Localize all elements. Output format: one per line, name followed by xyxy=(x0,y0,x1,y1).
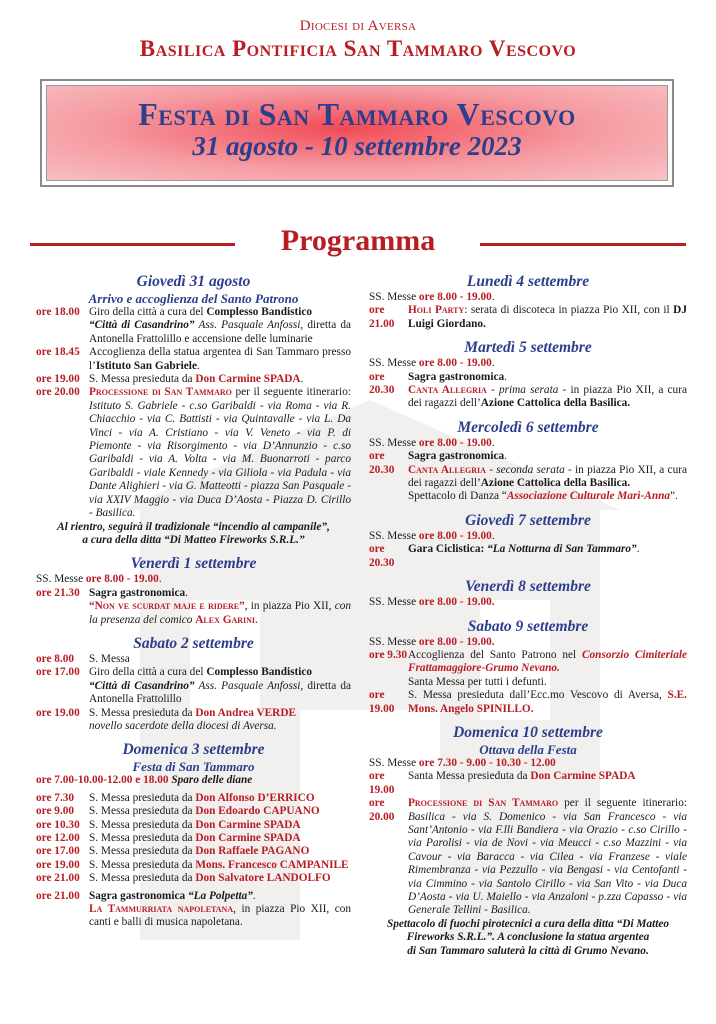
event-desc: S. Messa presieduta da Don Carmine SPADA xyxy=(89,818,301,831)
festa-title: Festa di San Tammaro Vescovo xyxy=(138,96,576,132)
event-desc: S. Messa presieduta da Mons. Francesco CAMPANILE xyxy=(89,858,349,871)
festa-banner xyxy=(40,79,674,187)
day-heading: Giovedì 7 settembre xyxy=(465,511,591,529)
mass-row xyxy=(36,845,351,858)
event-note: Spettacolo di fuochi pirotecnici a cura della ditta “Di Matteo xyxy=(386,917,670,930)
event-desc: S. Messa xyxy=(89,652,130,665)
day-heading: Sabato 9 settembre xyxy=(467,617,589,635)
event-desc: Sagra gastronomica. Canta Allegria - prima serata - in piazza Pio XII, a cura dei ragazzi dell’Azione Cattolica della Basilica. xyxy=(408,370,687,410)
mass-row xyxy=(36,792,351,805)
mass-row xyxy=(36,872,351,885)
daily-masses: SS. Messe ore 8.00 - 19.00. xyxy=(369,529,495,542)
event-desc: S. Messa presieduta da Don Carmine SPADA xyxy=(89,832,301,844)
event xyxy=(36,373,351,386)
event xyxy=(36,386,351,520)
event xyxy=(36,890,351,930)
day-heading: Sabato 2 settembre xyxy=(133,634,254,652)
day-heading: Venerdì 8 settembre xyxy=(465,578,591,596)
event-desc: Sagra gastronomica. “Non ve scurdat maje e ridere”, in piazza Pio XII, con la presenza del comico Alex Garini. xyxy=(89,586,352,626)
event-time: ore 20.00 xyxy=(36,386,80,399)
day-heading: Domenica 3 settembre xyxy=(122,741,265,759)
mass-row xyxy=(36,805,351,818)
mass-row xyxy=(36,859,351,872)
event-desc: Processione di San Tammaro per il seguente itinerario: Istituto S. Gabriele - c.so Garibaldi - via Roma - via R. Chiacchio - via C. Battisti - via Quintavalle - via L. Da Vinci - via A. Cristiano - via V. Veneto - via P. di Piemonte - via Risorgimento - via D’Annunzio - c.so Garibaldi - via A. Volta - via M. Buonarroti - parco Garibaldi - viale Kennedy - via Giliola - via Padula - via Dante Alighieri - via G. Matteotti - piazza San Pasquale - via XXIV Maggio - via Duca D’Aosta - Piazza D. Cirillo - Basilica. xyxy=(89,386,351,520)
program-right-column xyxy=(369,272,687,958)
event xyxy=(369,543,687,570)
day-heading: Mercoledì 6 settembre xyxy=(457,418,599,436)
event-desc: Accoglienza della statua argentea di San Tammaro presso l’Istituto San Gabriele. xyxy=(89,346,351,372)
event-desc: Sagra gastronomica. Canta Allegria - seconda serata - in piazza Pio XII, a cura dei ragazzi dell’Azione Cattolica della Basilica. Spettacolo di Danza “Associazione Culturale Marì-Anna”. xyxy=(408,450,687,503)
event-time: ore 20.30 xyxy=(369,543,395,569)
event-time: ore 21.00 xyxy=(369,304,395,330)
event-desc: S. Messa presieduta da Don Alfonso D’ERRICO xyxy=(89,791,315,804)
program-left-column xyxy=(36,272,351,930)
event-time: ore 20.30 xyxy=(369,450,395,476)
event-time: ore 18.00 xyxy=(36,306,80,318)
event-desc: S. Messa presieduta da Don Edoardo CAPUANO xyxy=(89,805,320,818)
event xyxy=(36,587,351,627)
event-desc: Holi Party: serata di discoteca in piazza Pio XII, con il DJ Luigi Giordano. xyxy=(408,304,687,330)
day-subheading: Ottava della Festa xyxy=(479,741,577,757)
event xyxy=(36,346,351,373)
event-desc: Giro della città a cura del Complesso Bandistico “Città di Casandrino” Ass. Pasquale Anfossi, diretta da Antonella Frattolillo xyxy=(89,666,351,706)
event-time: ore 19.00 xyxy=(36,373,80,386)
event-time: ore 10.30 xyxy=(36,818,80,831)
event-desc: S. Messa presieduta da Don Andrea VERDE novello sacerdote della diocesi di Aversa. xyxy=(89,706,297,732)
event-desc: S. Messa presieduta dall’Ecc.mo Vescovo di Aversa, S.E. Mons. Angelo SPINILLO. xyxy=(408,689,687,715)
event-desc: S. Messa presieduta da Don Salvatore LANDOLFO xyxy=(89,872,331,885)
event-time: ore 19.00 xyxy=(369,689,395,715)
daily-masses: SS. Messe ore 7.30 - 9.00 - 10.30 - 12.00 xyxy=(369,756,556,769)
day-heading: Lunedì 4 settembre xyxy=(466,273,590,290)
event-time: ore 20.30 xyxy=(369,370,395,397)
programma-title: Programma xyxy=(280,224,436,257)
event-time: ore 7.30 xyxy=(36,791,75,804)
event-time: ore 9.30 xyxy=(369,648,408,661)
event-desc: Gara Ciclistica: “La Notturna di San Tammaro”. xyxy=(408,543,640,556)
event-time: ore 19.00 xyxy=(36,858,80,871)
mass-row xyxy=(36,819,351,832)
basilica-name: Basilica Pontificia San Tammaro Vescovo xyxy=(139,36,577,61)
mass-row xyxy=(36,832,351,845)
day-subheading: Festa di San Tammaro xyxy=(132,759,255,775)
event xyxy=(369,304,687,331)
event-time: ore 21.00 xyxy=(36,889,80,902)
event-time: ore 21.00 xyxy=(36,872,80,885)
day-heading: Giovedì 31 agosto xyxy=(136,273,251,290)
event xyxy=(369,797,687,918)
daily-masses: SS. Messe ore 8.00 - 19.00. xyxy=(369,596,495,609)
day-subheading: Arrivo e accoglienza del Santo Patrono xyxy=(88,291,299,306)
event-desc: Accoglienza del Santo Patrono nel Consorzio Cimiteriale Frattamaggiore-Grumo Nevano. Santa Messa per tutti i defunti. xyxy=(408,648,687,688)
event-desc: Santa Messa presieduta da Don Carmine SPADA xyxy=(408,770,636,783)
programma-heading xyxy=(30,224,686,258)
event-time: ore 12.00 xyxy=(36,832,80,844)
event-note: Al rientro, seguirà il tradizionale “incendio al campanile”, xyxy=(57,520,330,533)
event-desc: Giro della città a cura del Complesso Bandistico “Città di Casandrino” Ass. Pasquale Anfossi, diretta da Antonella Frattolillo e accensione delle luminarie xyxy=(89,306,351,345)
day-heading: Venerdì 1 settembre xyxy=(130,555,257,573)
event-time: ore 18.45 xyxy=(36,346,80,359)
event-desc: S. Messa presieduta da Don Raffaele PAGANO xyxy=(89,845,310,858)
event: ore 7.00-10.00-12.00 e 18.00 Sparo delle diane xyxy=(36,774,253,787)
festa-banner-inner xyxy=(46,85,668,181)
daily-masses: SS. Messe ore 8.00 - 19.00. xyxy=(369,357,495,370)
event-time: ore 8.00 xyxy=(36,652,75,665)
festa-dates: 31 agosto - 10 settembre 2023 xyxy=(192,131,522,161)
event xyxy=(369,450,687,504)
event-note: di San Tammaro saluterà la città di Grumo Nevano. xyxy=(407,944,649,957)
event-note: Fireworks S.R.L.”. A conclusione la statua argentea xyxy=(406,931,650,944)
diocese-name: Diocesi di Aversa xyxy=(299,18,417,34)
event-time: ore 19.00 xyxy=(369,770,395,796)
event xyxy=(36,666,351,706)
daily-masses: SS. Messe ore 8.00 - 19.00. xyxy=(369,635,495,648)
event-time: ore 19.00 xyxy=(36,706,80,719)
event-desc: Sagra gastronomica “La Polpetta”. La Tammurriata napoletana, in piazza Pio XII, con canti e balli di musica napoletana. xyxy=(89,889,351,929)
day-heading: Martedì 5 settembre xyxy=(464,339,592,357)
header xyxy=(0,18,716,62)
event-desc: Processione di San Tammaro per il seguente itinerario: Basilica - via S. Domenico - via San Francesco - via Sant’Antonio - via F.lli Bandiera - via Orazio - c.so Cirillo - via Parolisi - via de Novi - via Meucci - c.so Mazzini - via Cavour - via Baracca - via Cilea - via Franzese - viale Rimembranza - via Pezzullo - via Bengasi - via Centofanti - via Cimmino - via Santolo Cirillo - via San Vito - via Duca D’Aosta - via U. Maiello - via Anzaloni - p.zza Capasso - via Generale Tellini - Basilica. xyxy=(408,797,687,917)
event xyxy=(369,770,687,797)
event xyxy=(369,689,687,716)
event-time: ore 20.00 xyxy=(369,797,395,823)
event-time: ore 21.30 xyxy=(36,586,80,599)
event-note: a cura della ditta “Di Matteo Fireworks S.R.L.” xyxy=(82,533,305,546)
event xyxy=(369,371,687,411)
event-time: ore 17.00 xyxy=(36,845,80,858)
event xyxy=(36,306,351,346)
event-time: ore 9.00 xyxy=(36,805,75,818)
event xyxy=(36,653,351,666)
daily-masses: SS. Messe ore 8.00 - 19.00. xyxy=(369,291,495,303)
daily-masses: SS. Messe ore 8.00 - 19.00. xyxy=(369,436,495,449)
daily-masses: SS. Messe ore 8.00 - 19.00. xyxy=(36,573,162,586)
event-desc: S. Messa presieduta da Don Carmine SPADA. xyxy=(89,373,304,386)
event-time: ore 17.00 xyxy=(36,666,80,679)
day-heading: Domenica 10 settembre xyxy=(453,723,603,741)
mass-list xyxy=(36,792,351,886)
event xyxy=(36,707,351,734)
event xyxy=(369,649,687,689)
